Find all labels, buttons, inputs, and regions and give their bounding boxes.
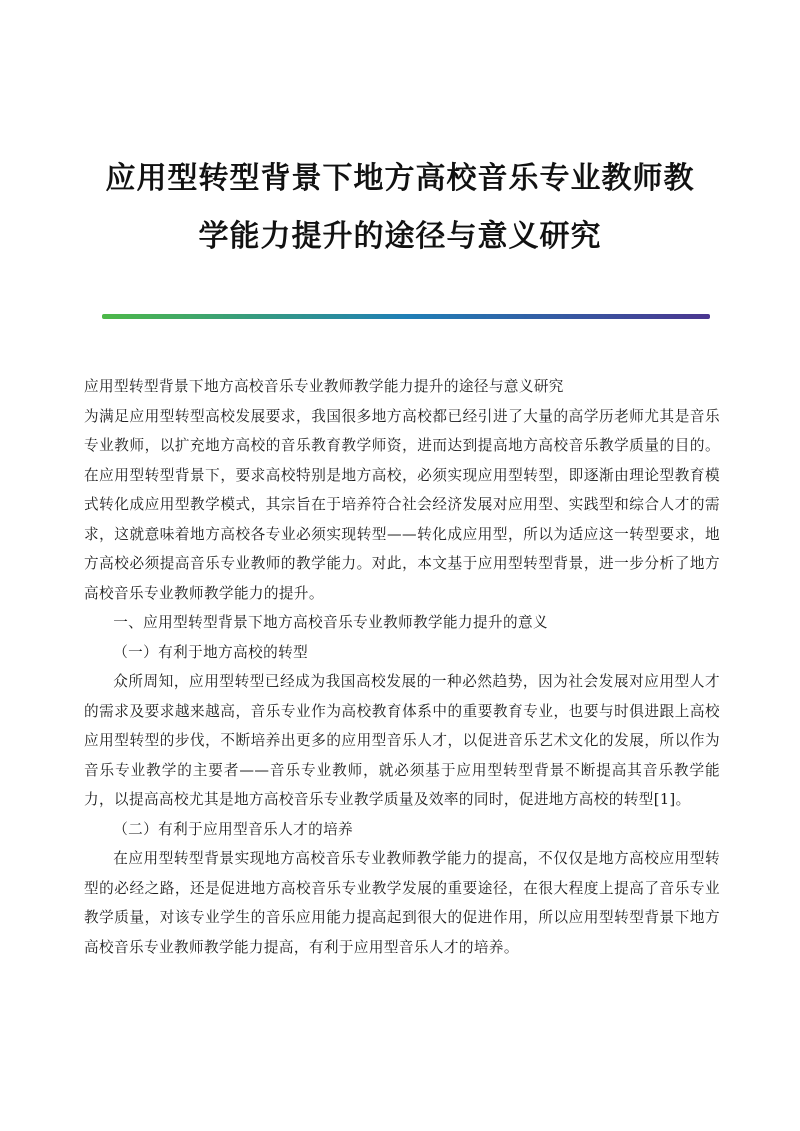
- title-line-1: 应用型转型背景下地方高校音乐专业教师教: [105, 161, 695, 196]
- document-body: [84, 372, 720, 962]
- section-1-heading: 一、应用型转型背景下地方高校音乐专业教师教学能力提升的意义: [113, 614, 549, 631]
- title-divider: [102, 314, 710, 319]
- intro-paragraph: 为满足应用型转型高校发展要求，我国很多地方高校都已经引进了大量的高学历老师尤其是音乐专业教师，以扩充地方高校的音乐教育教学师资，进而达到提高地方高校音乐教学质量的目的。在应用型转型背景下，要求高校特别是地方高校，必须实现应用型转型，即逐渐由理论型教育模式转化成应用型教学模式，其宗旨在于培养符合社会经济发展对应用型、实践型和综合人才的需求，这就意味着地方高校各专业必须实现转型——转化成应用型，所以为适应这一转型要求，地方高校必须提高音乐专业教师的教学能力。对此，本文基于应用型转型背景，进一步分析了地方高校音乐专业教师教学能力的提升。: [84, 407, 720, 602]
- subsection-2-paragraph: 在应用型转型背景实现地方高校音乐专业教师教学能力的提高，不仅仅是地方高校应用型转型的必经之路，还是促进地方高校音乐专业教学发展的重要途径，在很大程度上提高了音乐专业教学质量，对该专业学生的音乐应用能力提高起到很大的促进作用，所以应用型转型背景下地方高校音乐专业教师教学能力提高，有利于应用型音乐人才的培养。: [84, 850, 720, 956]
- subsection-1-heading: （一）有利于地方高校的转型: [113, 643, 309, 661]
- document-title: [60, 150, 740, 266]
- title-line-2: 学能力提升的途径与意义研究: [198, 219, 602, 254]
- subsection-1-paragraph: 众所周知，应用型转型已经成为我国高校发展的一种必然趋势，因为社会发展对应用型人才的需求及要求越来越高，音乐专业作为高校教育体系中的重要教育专业，也要与时俱进跟上高校应用型转型的步伐，不断培养出更多的应用型音乐人才，以促进音乐艺术文化的发展，所以作为音乐专业教学的主要者——音乐专业教师，就必须基于应用型转型背景不断提高其音乐教学能力，以提高高校尤其是地方高校音乐专业教学质量及效率的同时，促进地方高校的转型[1]。: [84, 673, 720, 808]
- subsection-2-heading: （二）有利于应用型音乐人才的培养: [113, 820, 354, 838]
- subject-line: 应用型转型背景下地方高校音乐专业教师教学能力提升的途径与意义研究: [84, 378, 564, 395]
